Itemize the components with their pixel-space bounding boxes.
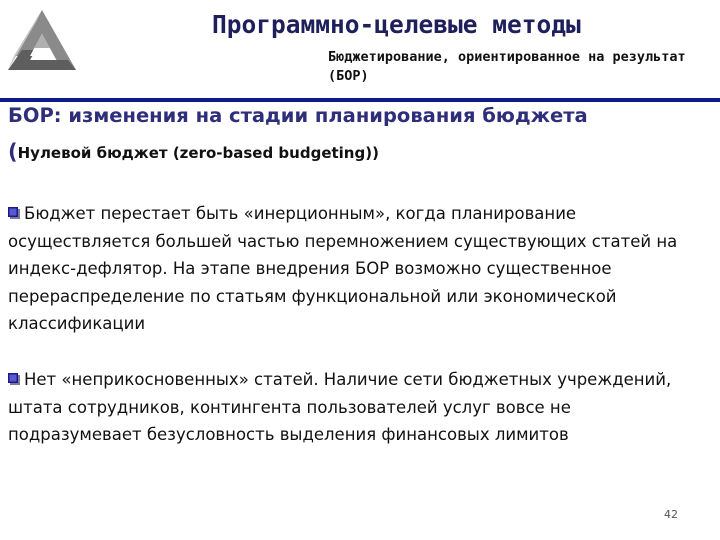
bullet-paragraph-2 [8,366,708,449]
page-number: 42 [664,508,678,521]
square-bullet-icon [8,373,20,385]
bullet-paragraph-1-text: Бюджет перестает быть «инерционным», когда планирование осуществляется большей частью перемножением существующих статей на индекс-дефлятор. На этапе внедрения БОР возможно существенное перераспределение по статьям функциональной или экономической классификации [8,204,678,333]
impossible-triangle-logo-icon [6,6,78,78]
slide-title: Программно-целевые методы [212,10,581,39]
section-subheading [8,140,379,164]
square-bullet-icon [8,207,20,219]
slide-subtitle: Бюджетирование, ориентированное на результат (БОР) [328,49,686,84]
subheading-text: Нулевой бюджет (zero-based budgeting)) [17,144,379,162]
title-divider [0,98,720,102]
bullet-paragraph-1 [8,200,708,338]
section-heading: БОР: изменения на стадии планирования бюджета [8,104,588,127]
bullet-paragraph-2-text: Нет «неприкосновенных» статей. Наличие сети бюджетных учреждений, штата сотрудников, контингента пользователей услуг вовсе не подразумевает безусловность выделения финансовых лимитов [8,370,672,444]
subheading-paren: ( [8,140,18,164]
